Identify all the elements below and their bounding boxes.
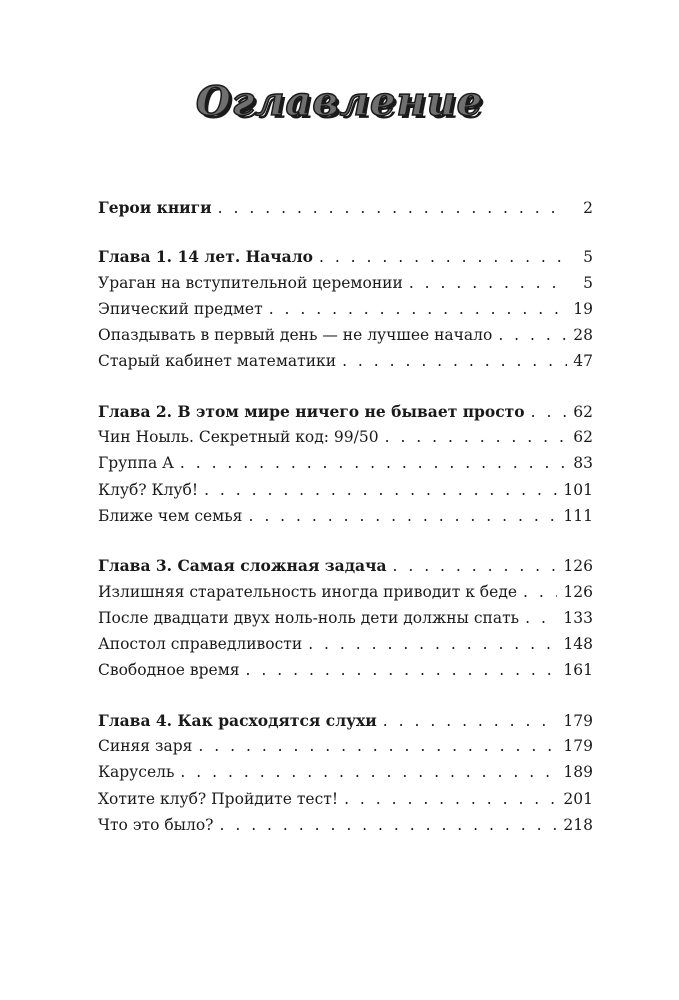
toc-entry-title: Глава 1. 14 лет. Начало	[98, 247, 313, 267]
toc-page-number: 161	[563, 661, 593, 680]
toc-section	[98, 402, 593, 533]
table-of-contents	[98, 198, 593, 865]
toc-page-number: 148	[563, 635, 593, 654]
dot-leader	[246, 661, 558, 679]
toc-entry[interactable]	[98, 300, 593, 326]
toc-entry[interactable]	[98, 763, 593, 789]
dot-leader	[385, 428, 567, 446]
toc-page-number: 133	[563, 608, 593, 627]
toc-chapter-entry[interactable]	[98, 402, 593, 428]
toc-section	[98, 198, 593, 224]
dot-leader	[498, 326, 567, 344]
dot-leader	[204, 481, 557, 499]
toc-entry-title: Синяя заря	[98, 737, 193, 756]
toc-section	[98, 711, 593, 842]
toc-entry[interactable]	[98, 609, 593, 635]
toc-page-number: 83	[573, 454, 593, 473]
toc-entry-title: Глава 4. Как расходятся слухи	[98, 710, 377, 730]
dot-leader	[383, 712, 558, 730]
toc-page-number: 2	[583, 199, 593, 217]
dot-leader	[525, 609, 557, 627]
toc-entry[interactable]	[98, 583, 593, 609]
toc-page-number: 126	[563, 582, 593, 601]
toc-entry-title: Эпический предмет	[98, 299, 263, 318]
toc-chapter-entry[interactable]	[98, 198, 593, 224]
toc-entry[interactable]	[98, 635, 593, 661]
dot-leader	[523, 583, 557, 601]
toc-page-number: 179	[563, 737, 593, 756]
toc-page-number: 111	[563, 506, 593, 525]
dot-leader	[248, 507, 557, 525]
toc-entry[interactable]	[98, 816, 593, 842]
toc-entry-title: Клуб? Клуб!	[98, 480, 199, 499]
toc-entry-title: Глава 3. Самая сложная задача	[98, 556, 387, 576]
toc-entry-title: Хотите клуб? Пройдите тест!	[98, 789, 339, 808]
toc-page-number: 47	[573, 352, 593, 371]
toc-entry[interactable]	[98, 352, 593, 378]
page-title: Оглавление	[195, 78, 484, 125]
toc-entry-title: Ближе чем семья	[98, 506, 243, 525]
toc-page-number: 5	[583, 248, 593, 267]
toc-entry[interactable]	[98, 661, 593, 687]
toc-page-number: 28	[573, 326, 593, 345]
toc-chapter-entry[interactable]	[98, 247, 593, 273]
toc-entry-title: Чин Ноыль. Секретный код: 99/50	[98, 428, 379, 447]
dot-leader	[392, 557, 557, 575]
toc-entry-title: Что это было?	[98, 815, 214, 834]
toc-page-number: 179	[563, 711, 593, 730]
toc-entry[interactable]	[98, 274, 593, 300]
toc-section	[98, 556, 593, 687]
dot-leader	[319, 248, 567, 266]
toc-entry-title: Группа А	[98, 454, 174, 473]
toc-entry-title: Старый кабинет математики	[98, 352, 337, 371]
dot-leader	[218, 199, 567, 217]
toc-entry-title: Герои книги	[98, 198, 212, 217]
toc-page-number: 62	[573, 402, 593, 421]
toc-entry[interactable]	[98, 326, 593, 352]
toc-page-number: 19	[573, 299, 593, 318]
toc-page-number: 189	[563, 763, 593, 782]
dot-leader	[344, 790, 557, 808]
toc-entry[interactable]	[98, 481, 593, 507]
dot-leader	[409, 274, 567, 292]
toc-page-number: 62	[573, 428, 593, 447]
toc-entry-title: Карусель	[98, 763, 175, 782]
dot-leader	[531, 403, 567, 421]
toc-entry-title: Свободное время	[98, 661, 240, 680]
dot-leader	[180, 454, 567, 472]
dot-leader	[220, 816, 558, 834]
dot-leader	[308, 635, 557, 653]
toc-entry-title: Ураган на вступительной церемонии	[98, 273, 403, 292]
toc-entry-title: Апостол справедливости	[98, 635, 303, 654]
toc-entry[interactable]	[98, 790, 593, 816]
toc-entry[interactable]	[98, 507, 593, 533]
toc-entry-title: Излишняя старательность иногда приводит к беде	[98, 582, 518, 601]
toc-section	[98, 247, 593, 378]
toc-entry-title: Опаздывать в первый день — не лучшее начало	[98, 326, 493, 345]
dot-leader	[269, 300, 567, 318]
toc-chapter-entry[interactable]	[98, 556, 593, 582]
toc-chapter-entry[interactable]	[98, 711, 593, 737]
toc-page-number: 101	[563, 480, 593, 499]
toc-page-number: 5	[583, 273, 593, 292]
dot-leader	[180, 763, 557, 781]
toc-entry[interactable]	[98, 454, 593, 480]
toc-page-number: 218	[563, 815, 593, 834]
toc-entry[interactable]	[98, 428, 593, 454]
toc-page-number: 126	[563, 557, 593, 576]
toc-entry[interactable]	[98, 737, 593, 763]
dot-leader	[342, 352, 567, 370]
dot-leader	[198, 737, 557, 755]
toc-page-number: 201	[563, 789, 593, 808]
toc-entry-title: После двадцати двух ноль-ноль дети должны спать	[98, 608, 520, 627]
toc-entry-title: Глава 2. В этом мире ничего не бывает просто	[98, 401, 525, 421]
